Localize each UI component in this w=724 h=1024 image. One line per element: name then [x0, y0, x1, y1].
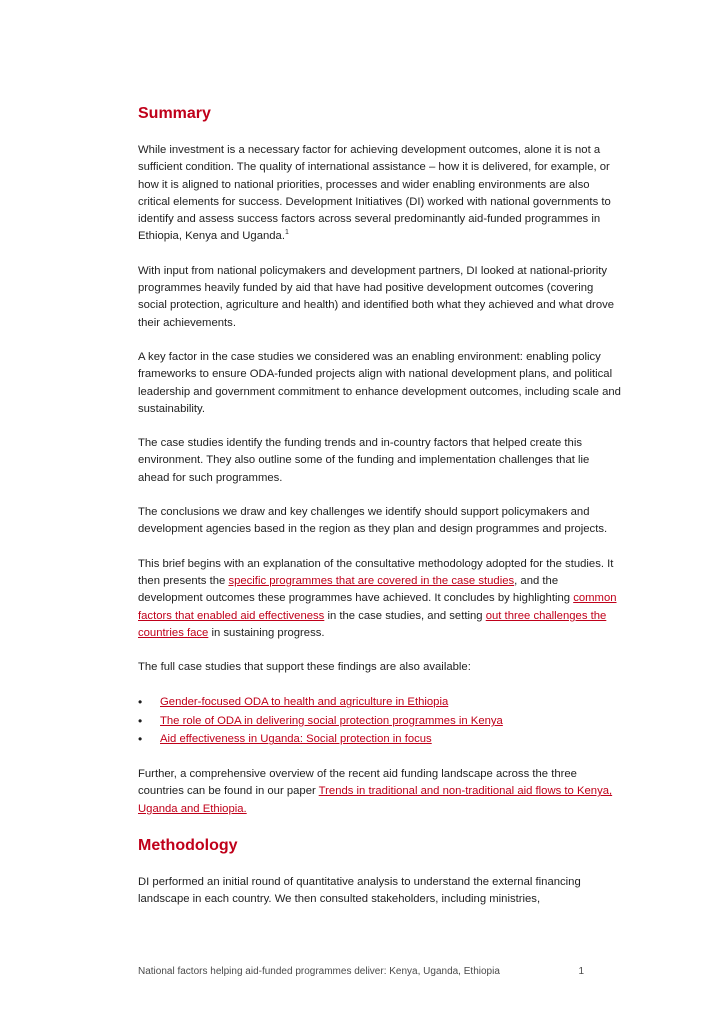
summary-paragraph-5: The conclusions we draw and key challenges we identify should support policymakers and development agencies based in the region as they plan and design programmes and projects.: [138, 506, 608, 536]
bullet-icon: •: [138, 713, 143, 728]
summary-paragraph-8: Further, a comprehensive overview of the recent aid funding landscape across the three countries can be found in our paper Trends in traditional and non-traditional aid flows to Kenya, Uganda and Ethiopia.: [138, 767, 613, 815]
page-number: 1: [578, 966, 584, 977]
summary-heading: Summary: [138, 105, 211, 122]
footnote-marker[interactable]: 1: [284, 229, 289, 237]
methodology-heading: Methodology: [138, 836, 238, 854]
summary-paragraph-3: A key factor in the case studies we considered was an enabling environment: enabling policy frameworks to ensure ODA-funded projects align with national development plans, and political leadership and government commitment to enhance development outcomes, including scale and sustainability.: [138, 350, 621, 415]
aid-effectiveness-factors-link[interactable]: common factors that enabled aid effectiveness: [138, 592, 617, 622]
methodology-paragraph-1: DI performed an initial round of quantitative analysis to understand the external financing landscape in each country. We then consulted stakeholders, including ministries,: [138, 875, 581, 906]
summary-paragraph-6: This brief begins with an explanation of the consultative methodology adopted for the studies. It then presents the specific programmes that are covered in the case studies, and the development outcomes these programmes have achieved. It concludes by highlighting common factors that enabled aid effectiveness in the case studies, and setting out three challenges the countries face in sustaining progress.: [138, 557, 617, 639]
document-page: [138, 104, 622, 908]
list-item: [138, 693, 622, 712]
list-item: [138, 730, 622, 749]
bullet-icon: •: [138, 695, 143, 710]
summary-paragraph-1: While investment is a necessary factor for achieving development outcomes, alone it is not a sufficient condition. The quality of international assistance – how it is delivered, for example, or how it is aligned to national priorities, processes and wider enabling environments are also critical elements for success. Development Initiatives (DI) worked with national governments to identify and assess success factors across several predominantly aid-funded programmes in Ethiopia, Kenya and Uganda.$^1$: [138, 144, 611, 243]
page-footer: [138, 966, 584, 977]
aid-flows-paper-link[interactable]: Trends in traditional and non-traditional aid flows to Kenya, Uganda and Ethiopia.: [138, 785, 613, 815]
list-item: [138, 712, 622, 731]
programmes-link[interactable]: specific programmes that are covered in the case studies: [228, 574, 515, 587]
uganda-case-study-link[interactable]: Aid effectiveness in Uganda: Social protection in focus: [160, 733, 432, 746]
ethiopia-case-study-link[interactable]: Gender-focused ODA to health and agriculture in Ethiopia: [160, 696, 449, 709]
bullet-icon: •: [138, 732, 143, 747]
challenges-link[interactable]: out three challenges the countries face: [138, 609, 607, 639]
summary-paragraph-7: The full case studies that support these findings are also available:: [138, 661, 471, 674]
summary-paragraph-4: The case studies identify the funding trends and in-country factors that helped create this environment. They also outline some of the funding and implementation challenges that lie ahead for such programmes.: [138, 437, 590, 484]
footer-title: National factors helping aid-funded programmes deliver: Kenya, Uganda, Ethiopia: [138, 966, 500, 977]
case-studies-list: [138, 693, 622, 749]
summary-paragraph-2: With input from national policymakers and development partners, DI looked at national-priority programmes heavily funded by aid that have had positive development outcomes (covering social protection, agriculture and health) and identified both what they achieved and what drove their achievements.: [138, 264, 615, 329]
kenya-case-study-link[interactable]: The role of ODA in delivering social protection programmes in Kenya: [160, 714, 503, 727]
